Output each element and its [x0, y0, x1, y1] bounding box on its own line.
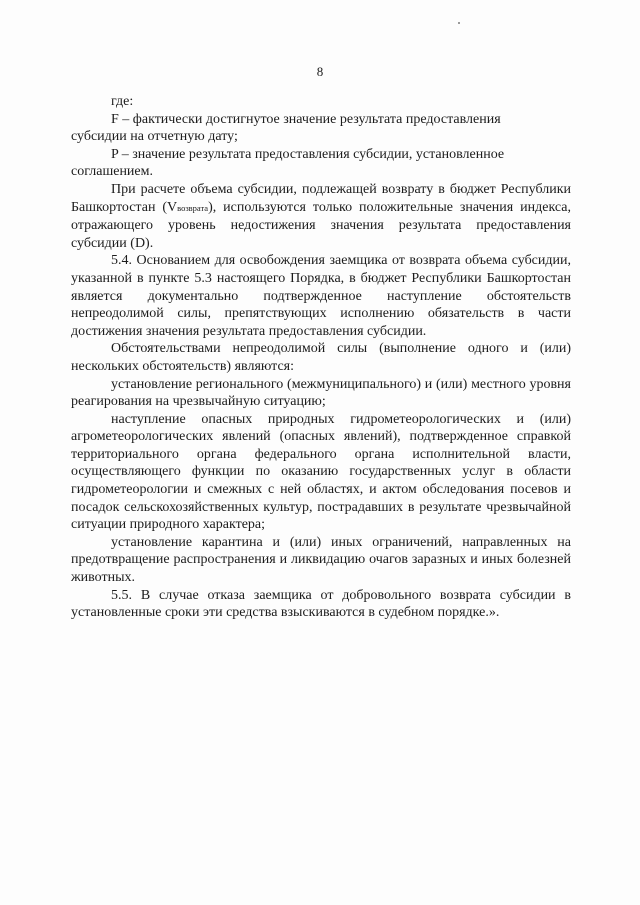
paragraph-quarantine: установление карантина и (или) иных ограничений, направленных на предотвращение распространения и ликвидацию очагов заразных и иных болезней животных.: [71, 534, 571, 586]
paragraph-subsidy-calculation: [71, 181, 571, 252]
paragraph-p-definition: P – значение результата предоставления субсидии, установленное: [111, 146, 505, 162]
page-number: 8: [316, 64, 324, 79]
scan-mark: [458, 22, 460, 24]
paragraph-hydrometeorological: наступление опасных природных гидрометеорологических и (или) агрометеорологических явлений (опасных явлений), подтвержденное справкой территориального органа федерального органа исполнительной власти, осуществляющего функции по оказанию государственных услуг в области гидрометеорологии и смежных с ней областях, и актом обследования посевов и посадок сельскохозяйственных культур, пострадавших в результате чрезвычайной ситуации природного характера;: [71, 411, 571, 533]
paragraph-emergency-response: установление регионального (межмуниципального) и (или) местного уровня реагирования на чрезвычайную ситуацию;: [71, 376, 571, 410]
paragraph-5-5: 5.5. В случае отказа заемщика от добровольного возврата субсидии в установленные сроки эти средства взыскиваются в судебном порядке.».: [71, 587, 571, 621]
calc-text-part2: ), используются только положительные значения индекса, отражающего уровень недостижения значения результата предоставления субсидии (D).: [71, 199, 571, 251]
paragraph-where: где:: [111, 94, 134, 109]
calc-text-part1: При расчете объема субсидии, подлежащей возврату в бюджет Республики Башкортостан (V: [71, 181, 571, 215]
calc-subscript: возврата: [177, 202, 209, 213]
paragraph-5-4: 5.4. Основанием для освобождения заемщика от возврата объема субсидии, указанной в пункте 5.3 настоящего Порядка, в бюджет Республики Башкортостан является документально подтвержденное наступление обстоятельств непреодолимой силы, препятствующих исполнению обязательств в части достижения значения результата предоставления субсидии.: [71, 253, 571, 339]
f-definition-line1: F – фактически достигнутое значение результата предоставления: [111, 111, 501, 127]
paragraph-force-majeure: Обстоятельствами непреодолимой силы (выполнение одного и (или) нескольких обстоятельств) являются:: [71, 341, 571, 374]
paragraph-f-definition-cont: субсидии на отчетную дату;: [71, 129, 238, 145]
document-body: [71, 93, 571, 622]
paragraph-f-definition: [111, 111, 571, 129]
paragraph-p-definition-cont: соглашением.: [71, 164, 153, 180]
